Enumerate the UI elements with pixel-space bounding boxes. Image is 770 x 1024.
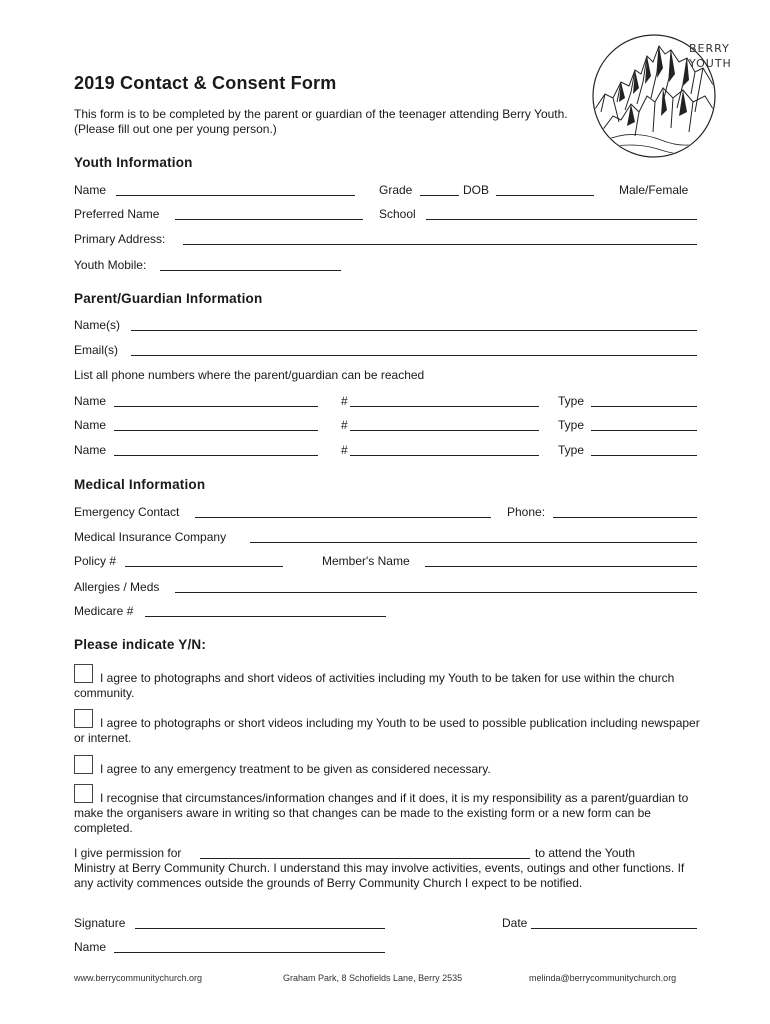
phone-row-number-label: # xyxy=(341,418,348,432)
consent-item-photos-church xyxy=(74,671,704,701)
parent-section-heading: Parent/Guardian Information xyxy=(74,291,263,306)
sex-label[interactable]: Male/Female xyxy=(619,183,689,197)
phone-row-type-field[interactable] xyxy=(591,455,697,456)
allergies-label: Allergies / Meds xyxy=(74,580,160,594)
emergency-phone-label: Phone: xyxy=(507,505,546,519)
phones-intro-text: List all phone numbers where the parent/guardian can be reached xyxy=(74,368,425,382)
signature-label: Signature xyxy=(74,916,126,930)
school-label: School xyxy=(379,207,416,221)
signature-field[interactable] xyxy=(135,928,385,929)
youth-name-label: Name xyxy=(74,183,107,197)
consent-item-emergency xyxy=(74,762,704,777)
policy-field[interactable] xyxy=(125,566,283,567)
member-name-label: Member's Name xyxy=(322,554,410,568)
signoff-name-label: Name xyxy=(74,940,107,954)
phone-row-type-field[interactable] xyxy=(591,430,697,431)
address-label: Primary Address: xyxy=(74,232,166,246)
consent-item-info-changes xyxy=(74,791,704,836)
footer-email[interactable]: melinda@berrycommunitychurch.org xyxy=(529,973,677,983)
address-field[interactable] xyxy=(183,244,697,245)
consent-text: I agree to photographs or short videos including my Youth to be used to possible publication including newspaper or internet. xyxy=(74,716,700,745)
footer-address: Graham Park, 8 Schofields Lane, Berry 2535 xyxy=(283,973,463,983)
insurance-field[interactable] xyxy=(250,542,697,543)
consent-section-heading: Please indicate Y/N: xyxy=(74,637,207,652)
logo-text-line2: YOUTH xyxy=(689,57,732,70)
phone-row-number-field[interactable] xyxy=(350,455,539,456)
dob-field[interactable] xyxy=(496,195,594,196)
insurance-label: Medical Insurance Company xyxy=(74,530,227,544)
phone-row-name-field[interactable] xyxy=(114,406,318,407)
medicare-field[interactable] xyxy=(145,616,386,617)
parent-emails-field[interactable] xyxy=(131,355,697,356)
dob-label: DOB xyxy=(463,183,490,197)
consent-text: I recognise that circumstances/information changes and if it does, it is my responsibility as a parent/guardian to make the organisers aware in writing so that changes can be made to the existing form or a new form can be completed. xyxy=(74,791,689,835)
logo-text-line1: BERRY xyxy=(689,42,730,55)
phone-row-number-field[interactable] xyxy=(350,406,539,407)
youth-name-field[interactable] xyxy=(116,195,355,196)
phone-row-type-label: Type xyxy=(558,418,585,432)
grade-label: Grade xyxy=(379,183,413,197)
intro-text: This form is to be completed by the parent or guardian of the teenager attending Berry Youth. (Please fill out one per young person.) xyxy=(74,107,568,136)
phone-row-type-label: Type xyxy=(558,443,585,457)
parent-emails-label: Email(s) xyxy=(74,343,118,357)
phone-row-number-field[interactable] xyxy=(350,430,539,431)
youth-mobile-label: Youth Mobile: xyxy=(74,258,147,272)
preferred-name-label: Preferred Name xyxy=(74,207,160,221)
consent-item-publication xyxy=(74,716,704,746)
page-title: 2019 Contact & Consent Form xyxy=(74,73,337,93)
policy-label: Policy # xyxy=(74,554,117,568)
permission-pre-text: I give permission for xyxy=(74,846,182,860)
phone-row-number-label: # xyxy=(341,443,348,457)
phone-row-name-label: Name xyxy=(74,418,107,432)
youth-section-heading: Youth Information xyxy=(74,155,193,170)
mountain-illustration-icon xyxy=(591,32,743,160)
medicare-label: Medicare # xyxy=(74,604,134,618)
berry-youth-logo xyxy=(591,32,743,160)
allergies-field[interactable] xyxy=(175,592,697,593)
parent-names-field[interactable] xyxy=(131,330,697,331)
permission-rest-text: Ministry at Berry Community Church. I understand this may involve activities, events, outings and other functions. If any activity commences outside the grounds of Berry Community Church I expect to be notified. xyxy=(74,861,685,890)
footer-website[interactable]: www.berrycommunitychurch.org xyxy=(74,973,203,983)
grade-field[interactable] xyxy=(420,195,459,196)
medical-section-heading: Medical Information xyxy=(74,477,206,492)
permission-name-field[interactable] xyxy=(200,858,530,859)
emergency-contact-label: Emergency Contact xyxy=(74,505,180,519)
school-field[interactable] xyxy=(426,219,697,220)
consent-text: I agree to photographs and short videos of activities including my Youth to be taken for use within the church community. xyxy=(74,671,675,700)
phone-row-number-label: # xyxy=(341,394,348,408)
phone-row-type-label: Type xyxy=(558,394,585,408)
consent-text: I agree to any emergency treatment to be given as considered necessary. xyxy=(100,762,491,776)
emergency-phone-field[interactable] xyxy=(553,517,697,518)
phone-row-type-field[interactable] xyxy=(591,406,697,407)
date-label: Date xyxy=(502,916,528,930)
phone-row-name-field[interactable] xyxy=(114,430,318,431)
permission-post-text: to attend the Youth xyxy=(535,846,636,860)
preferred-name-field[interactable] xyxy=(175,219,363,220)
youth-mobile-field[interactable] xyxy=(160,270,341,271)
date-field[interactable] xyxy=(531,928,697,929)
signoff-name-field[interactable] xyxy=(114,952,385,953)
phone-row-name-field[interactable] xyxy=(114,455,318,456)
parent-names-label: Name(s) xyxy=(74,318,121,332)
member-name-field[interactable] xyxy=(425,566,697,567)
phone-row-name-label: Name xyxy=(74,394,107,408)
emergency-contact-field[interactable] xyxy=(195,517,491,518)
phone-row-name-label: Name xyxy=(74,443,107,457)
